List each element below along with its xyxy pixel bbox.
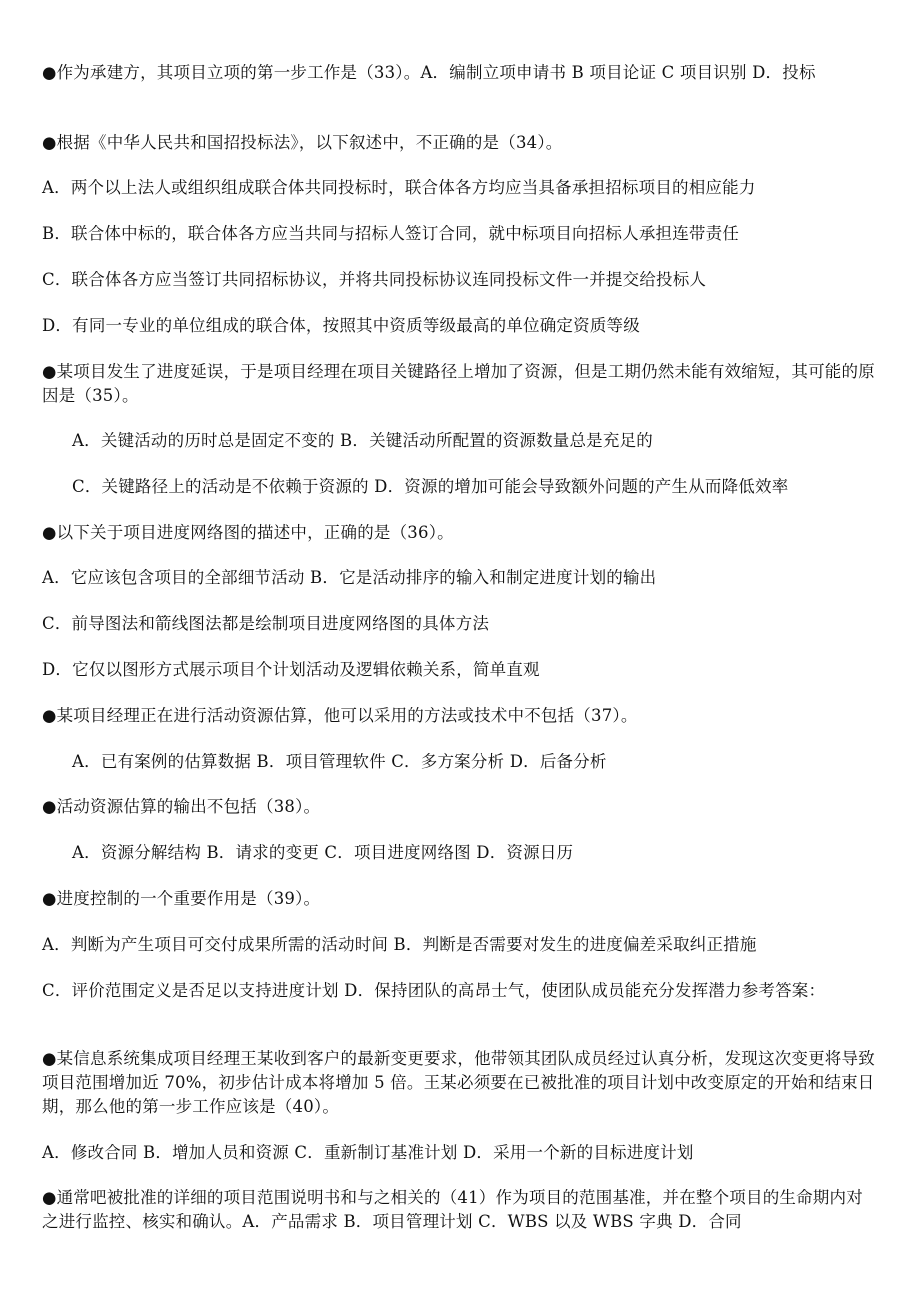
question-36: ●以下关于项目进度网络图的描述中，正确的是（36）。 — [42, 523, 454, 542]
options-38: A．资源分解结构 B．请求的变更 C．项目进度网络图 D．资源日历 — [72, 843, 574, 862]
option-34-d: D．有同一专业的单位组成的联合体，按照其中资质等级最高的单位确定资质等级 — [42, 316, 640, 335]
options-40: A．修改合同 B．增加人员和资源 C．重新制订基准计划 D．采用一个新的目标进度计划 — [42, 1143, 694, 1162]
question-40: ●某信息系统集成项目经理王某收到客户的最新变更要求，他带领其团队成员经过认真分析，发现这次变更将导致项目范围增加近 70%，初步估计成本将增加 5 倍。王某必须要在已被批准的项目计划中改变原定的开始和结束日期，那么他的第一步工作应该是（40）。 — [42, 1049, 875, 1116]
options-37: A．已有案例的估算数据 B．项目管理软件 C．多方案分析 D．后备分析 — [72, 752, 607, 771]
options-36-ab: A．它应该包含项目的全部细节活动 B．它是活动排序的输入和制定进度计划的输出 — [42, 568, 657, 587]
options-39-ab: A．判断为产生项目可交付成果所需的活动时间 B．判断是否需要对发生的进度偏差采取纠正措施 — [42, 935, 757, 954]
question-39: ●进度控制的一个重要作用是（39）。 — [42, 889, 321, 908]
option-36-c: C．前导图法和箭线图法都是绘制项目进度网络图的具体方法 — [42, 614, 490, 633]
question-37: ●某项目经理正在进行活动资源估算，他可以采用的方法或技术中不包括（37）。 — [42, 706, 638, 725]
option-34-b: B．联合体中标的，联合体各方应当共同与招标人签订合同，就中标项目向招标人承担连带责任 — [42, 224, 740, 243]
options-35-cd: C．关键路径上的活动是不依赖于资源的 D．资源的增加可能会导致额外问题的产生从而降低效率 — [72, 477, 789, 496]
option-36-d: D．它仅以图形方式展示项目个计划活动及逻辑依赖关系，简单直观 — [42, 660, 540, 679]
question-34: ●根据《中华人民共和国招投标法》，以下叙述中，不正确的是（34）。 — [42, 133, 563, 152]
options-39-cd: C．评价范围定义是否足以支持进度计划 D．保持团队的高昂士气，使团队成员能充分发挥潜力参考答案： — [42, 981, 826, 1000]
options-35-ab: A．关键活动的历时总是固定不变的 B．关键活动所配置的资源数量总是充足的 — [72, 431, 653, 450]
question-35: ●某项目发生了进度延误，于是项目经理在项目关键路径上增加了资源，但是工期仍然未能有效缩短，其可能的原因是（35）。 — [42, 362, 875, 405]
option-34-c: C．联合体各方应当签订共同招标协议，并将共同投标协议连同投标文件一并提交给投标人 — [42, 270, 707, 289]
question-38: ●活动资源估算的输出不包括（38）。 — [42, 797, 321, 816]
question-33: ●作为承建方，其项目立项的第一步工作是（33）。A．编制立项申请书 B 项目论证 C 项目识别 D．投标 — [42, 63, 816, 82]
option-34-a: A．两个以上法人或组织组成联合体共同投标时，联合体各方均应当具备承担招标项目的相应能力 — [42, 178, 756, 197]
question-41: ●通常吧被批准的详细的项目范围说明书和与之相关的（41）作为项目的范围基准，并在整个项目的生命期内对之进行监控、核实和确认。A．产品需求 B．项目管理计划 C．WBS 以及 WBS 字典 D．合同 — [42, 1188, 863, 1231]
